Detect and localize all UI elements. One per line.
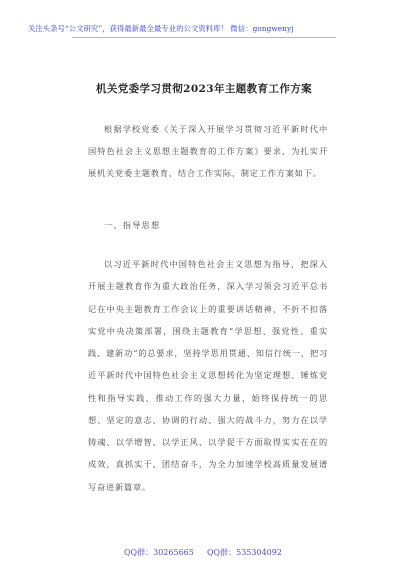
footer-qq-group-1: QQ群：30265665	[124, 548, 194, 557]
intro-paragraph: 根据学校党委《关于深入开展学习贯彻习近平新时代中国特色社会主义思想主题教育的工作方案》要求，为扎实开展机关党委主题教育，结合工作实际，制定工作方案如下。	[88, 124, 328, 178]
section-heading-guiding-ideology: 一、指导思想	[104, 220, 161, 230]
footer-qq-group-2: QQ群：535304092	[207, 548, 282, 557]
footer	[0, 547, 408, 561]
header-banner: 关注头条号“公文研究”，获得最新最全最专业的公文资料库！ 微信：gongwenyj	[28, 24, 294, 33]
section-body-paragraph: 以习近平新时代中国特色社会主义思想为指导，把深入开展主题教育作为重大政治任务，深入学习领会习近平总书记在中央主题教育工作会议上的重要讲话精神，不折不扣落实党中央决策部署，围绕主题教育“学思想、强党性、重实践、建新功”的总要求，坚持学思用贯通、知信行统一，把习近平新时代中国特色社会主义思想转化为坚定理想、锤炼党性和指导实践、推动工作的强大力量，始终保持统一的思想、坚定的意志、协调的行动、强大的战斗力，努力在以学铸魂、以学增智、以学正风、以学促干方面取得实实在在的成效，真抓实干、团结奋斗，为全力加速学校高质量发展谱写奋进新篇章。	[88, 259, 328, 492]
document-title: 机关党委学习贯彻2023年主题教育工作方案	[95, 83, 313, 95]
header-divider	[72, 37, 336, 38]
